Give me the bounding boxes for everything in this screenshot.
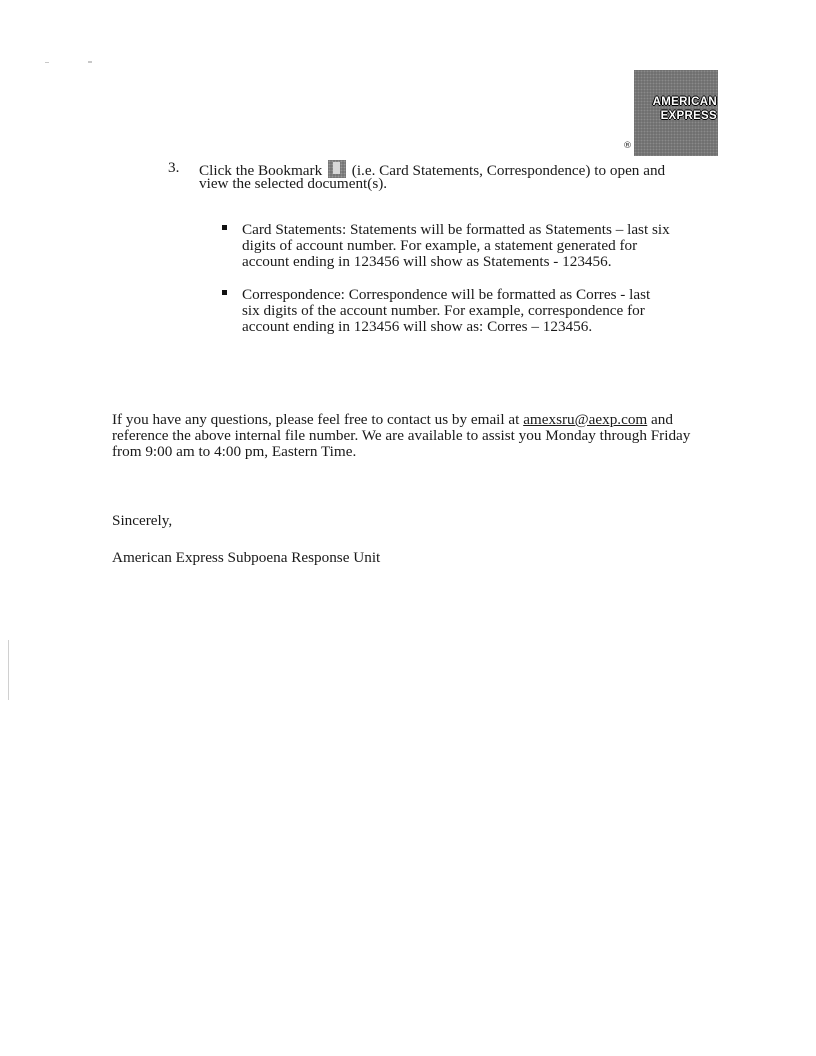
bullet-line: digits of account number. For example, a statement generated for xyxy=(242,237,638,254)
signature: American Express Subpoena Response Unit xyxy=(112,549,381,566)
closing: Sincerely, xyxy=(112,512,173,529)
bullet-icon xyxy=(222,290,227,295)
contact-line-2: reference the above internal file number. We are available to assist you Monday through Friday xyxy=(112,427,691,444)
registered-mark: ® xyxy=(623,141,632,151)
email-link[interactable]: amexsru@aexp.com xyxy=(523,411,648,428)
scan-edge-mark xyxy=(8,640,9,700)
item-line-2: view the selected document(s). xyxy=(199,175,388,192)
bullet-line: account ending in 123456 will show as: Corres – 123456. xyxy=(242,318,593,335)
contact-paragraph xyxy=(112,412,722,460)
american-express-logo xyxy=(634,70,718,156)
bullet-icon xyxy=(222,225,227,230)
bullet-line: six digits of the account number. For example, correspondence for xyxy=(242,302,645,319)
bullet-line: account ending in 123456 will show as Statements - 123456. xyxy=(242,253,612,270)
logo-line-express: EXPRESS xyxy=(660,110,717,122)
item-number: 3. xyxy=(168,159,180,176)
scan-speck xyxy=(45,62,49,63)
contact-text: If you have any questions, please feel free to contact us by email at xyxy=(112,411,520,428)
contact-text: and xyxy=(651,411,673,428)
contact-line-3: from 9:00 am to 4:00 pm, Eastern Time. xyxy=(112,443,357,460)
contact-line-1 xyxy=(112,412,722,428)
bullet-line: Correspondence: Correspondence will be formatted as Corres - last xyxy=(242,286,651,303)
logo-line-american: AMERICAN xyxy=(652,96,717,108)
scan-speck xyxy=(88,61,92,63)
item-text-after-icon: (i.e. Card Statements, Correspondence) to open and xyxy=(351,162,666,179)
bullet-line: Card Statements: Statements will be formatted as Statements – last six xyxy=(242,221,670,238)
item-text-before-icon: Click the Bookmark xyxy=(199,162,323,179)
